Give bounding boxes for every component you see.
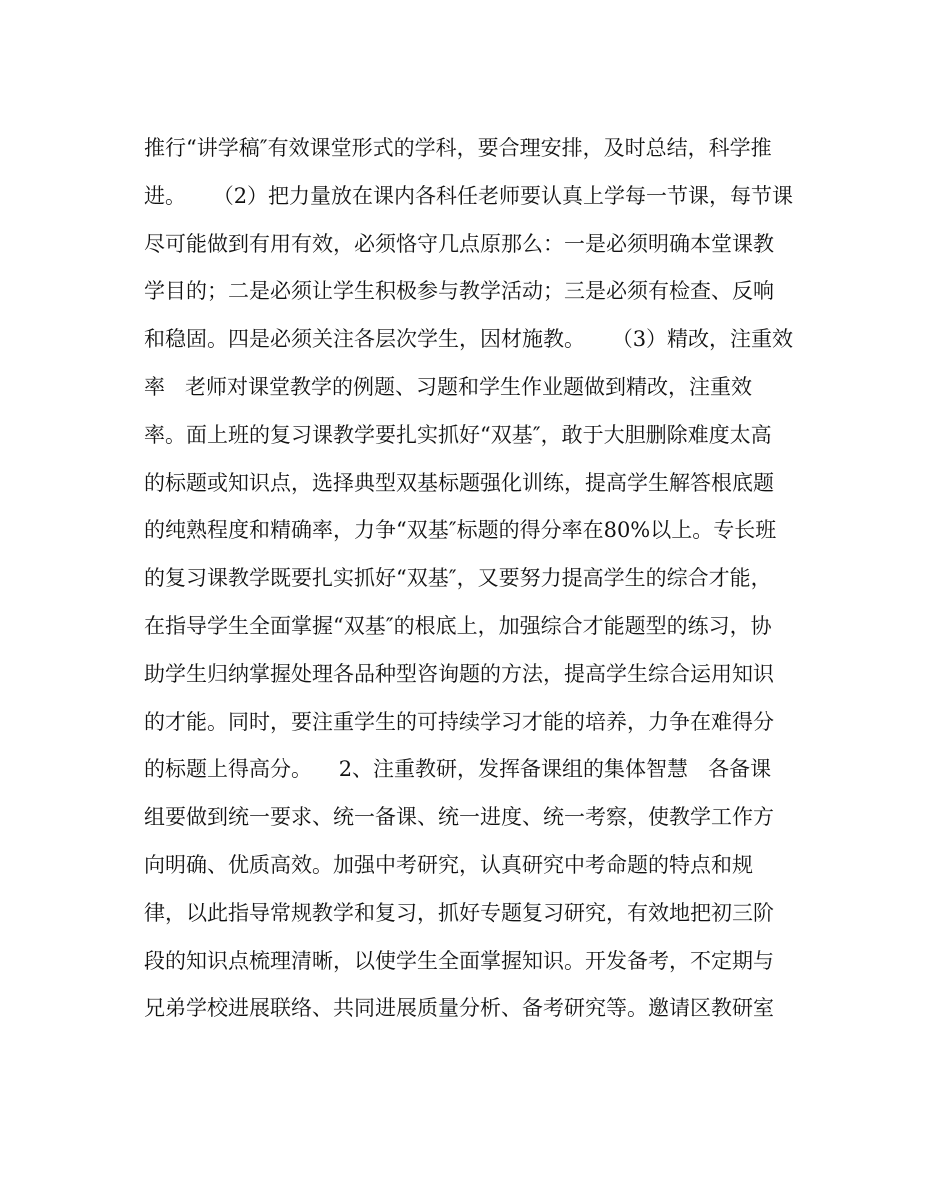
- text-line-1: 推行“讲学稿″有效课堂形式的学科，要合理安排，及时总结，科学推: [144, 136, 772, 160]
- text-line-10: 的复习课教学既要扎实抓好“双基″，又要努力提高学生的综合才能，: [144, 566, 772, 591]
- text-line-15: 组要做到统一要求、统一备课、统一进度、统一考察，使教学工作方: [144, 805, 774, 830]
- text-line-3: 尽可能做到有用有效，必须恪守几点原那么：一是必须明确本堂课教: [144, 231, 774, 256]
- text-line-5: 和稳固。四是必须关注各层次学生，因材施教。 （3）精改，注重效: [144, 327, 794, 352]
- text-line-11: 在指导学生全面掌握“双基″的根底上，加强综合才能题型的练习，协: [144, 613, 772, 638]
- text-line-4: 学目的；二是必须让学生积极参与教学活动；三是必须有检查、反响: [144, 279, 774, 304]
- body-text: [144, 125, 824, 1033]
- text-line-7: 率。面上班的复习课教学要扎实抓好“双基″，敢于大胆删除难度太高: [144, 422, 772, 447]
- text-line-9: 的纯熟程度和精确率，力争“双基″标题的得分率在80%以上。专长班: [144, 518, 777, 543]
- text-line-16: 向明确、优质高效。加强中考研究，认真研究中考命题的特点和规: [144, 852, 753, 877]
- text-line-6: 率 老师对课堂教学的例题、习题和学生作业题做到精改，注重效: [144, 374, 753, 399]
- text-line-19: 兄弟学校进展联络、共同进展质量分析、备考研究等。邀请区教研室: [144, 996, 774, 1021]
- text-line-2: 进。 （2）把力量放在课内各科任老师要认真上学每一节课，每节课: [144, 183, 794, 208]
- text-line-17: 律，以此指导常规教学和复习，抓好专题复习研究，有效地把初三阶: [144, 900, 774, 925]
- text-line-14: 的标题上得高分。 2、注重教研，发挥备课组的集体智慧 各备课: [144, 757, 772, 782]
- text-line-12: 助学生归纳掌握处理各品种型咨询题的方法，提高学生综合运用知识: [144, 661, 774, 686]
- text-line-8: 的标题或知识点，选择典型双基标题强化训练，提高学生解答根底题: [144, 470, 774, 495]
- text-line-18: 段的知识点梳理清晰，以使学生全面掌握知识。开发备考，不定期与: [144, 948, 774, 973]
- text-line-13: 的才能。同时，要注重学生的可持续学习才能的培养，力争在难得分: [144, 709, 774, 734]
